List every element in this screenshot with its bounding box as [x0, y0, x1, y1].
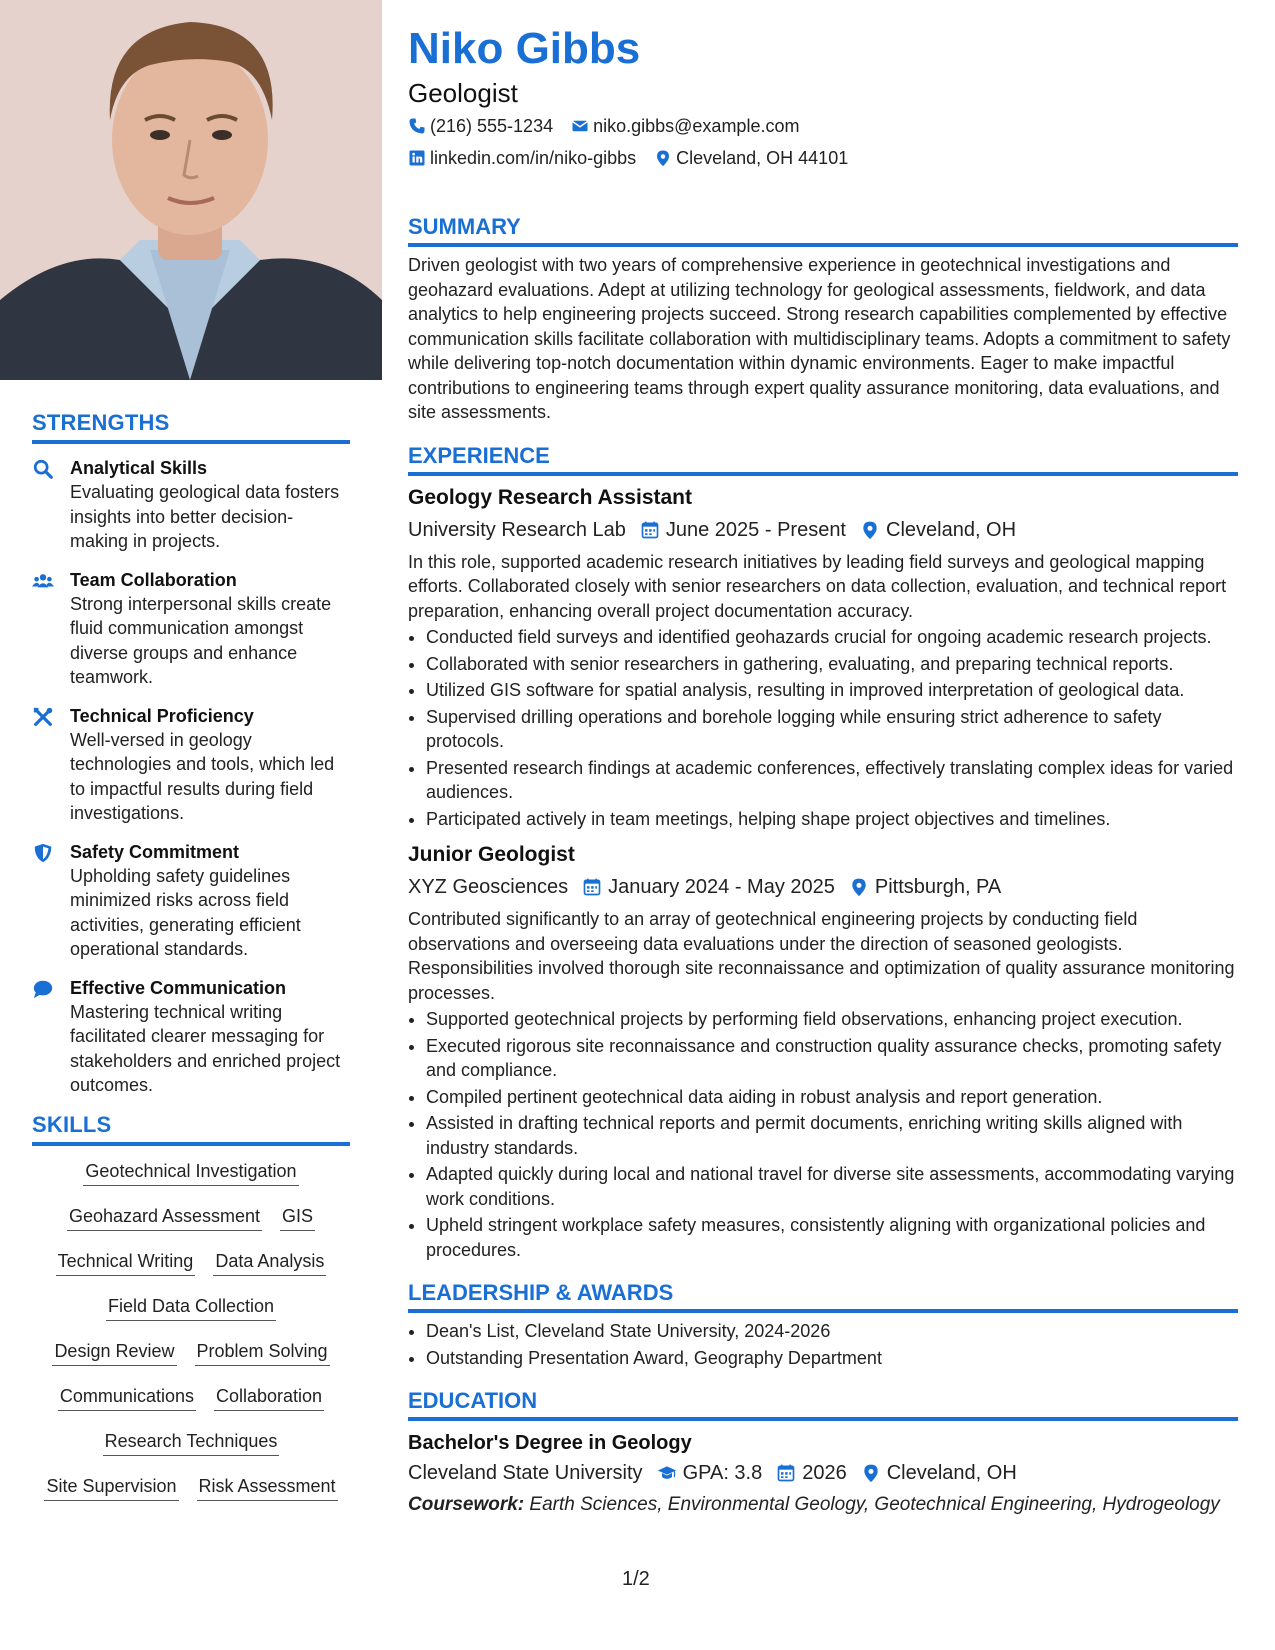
skills-row [32, 1205, 350, 1250]
tools-icon [32, 706, 54, 728]
skill-chip: Risk Assessment [197, 1475, 338, 1501]
location-pin-icon [654, 149, 672, 167]
strength-desc: Mastering technical writing facilitated clearer messaging for stakeholders and enriched project outcomes. [70, 1001, 341, 1095]
bullet-item: • Assisted in drafting technical reports and permit documents, enriching writing skills aligned with industry standards. [426, 1111, 1238, 1160]
job-entry [408, 841, 1238, 1262]
skills-row [32, 1340, 350, 1385]
strength-title: Analytical Skills [70, 458, 208, 478]
strength-item [32, 456, 350, 554]
bullet-item: • Collaborated with senior researchers in gathering, evaluating, and preparing technical reports. [426, 652, 1238, 677]
contact-row [408, 110, 1238, 142]
summary-text: Driven geologist with two years of comprehensive experience in geotechnical investigations and geohazard evaluations. Adept at utilizing technology for geological assessments, fieldwork, and data analytics to help engineering projects succeed. Strong research capabilities complemented by effective communication skills facilitate collaboration with multidisciplinary teams. Adopts a commitment to safety while delivering top-notch documentation within dynamic environments. Eager to make impactful contributions to engineering teams through expert quality assurance monitoring, data evaluations, and site assessments. [408, 255, 1231, 422]
skills-list [32, 1160, 350, 1520]
job-bullets [408, 1007, 1238, 1262]
year-wrap [776, 1457, 847, 1489]
skill-chip: Site Supervision [44, 1475, 178, 1501]
strengths-list [32, 456, 350, 1098]
experience-heading: EXPERIENCE [408, 443, 1238, 476]
strength-desc: Well-versed in geology technologies and tools, which led to impactful results during field investigations. [70, 729, 335, 823]
location-pin-icon [860, 520, 880, 540]
education-meta [408, 1457, 1238, 1489]
phone-icon [408, 117, 426, 135]
awards-list [408, 1319, 1238, 1370]
skill-chip: Geotechnical Investigation [83, 1160, 298, 1186]
bullet-item: • Upheld stringent workplace safety measures, consistently aligning with organizational policies and procedures. [426, 1213, 1238, 1262]
chat-icon [32, 978, 54, 1000]
skill-chip: GIS [280, 1205, 315, 1231]
location-pin-icon [861, 1463, 881, 1483]
email-text: niko.gibbs@example.com [593, 116, 800, 136]
linkedin-icon [408, 149, 426, 167]
education-section [408, 1388, 1238, 1517]
strength-desc: Evaluating geological data fosters insights into better decision-making in projects. [70, 482, 340, 551]
job-location-wrap [860, 514, 1016, 546]
strength-title: Effective Communication [70, 977, 287, 998]
skills-row [32, 1475, 350, 1520]
job-dates: January 2024 - May 2025 [608, 876, 835, 898]
job-bullets [408, 625, 1238, 831]
job-location-wrap [849, 871, 1001, 903]
candidate-title: Geologist [408, 78, 518, 108]
school-name: Cleveland State University [408, 1462, 643, 1484]
calendar-icon [640, 520, 660, 540]
skills-row [32, 1250, 350, 1295]
strength-title: Technical Proficiency [70, 705, 254, 726]
strengths-heading: STRENGTHS [32, 410, 350, 444]
graduation-cap-icon [657, 1463, 677, 1483]
job-title: Junior Geologist [408, 843, 575, 866]
bullet-item: • Participated actively in team meetings, helping shape project objectives and timelines. [426, 807, 1238, 832]
location-item [654, 142, 848, 174]
job-entry [408, 484, 1238, 832]
coursework [408, 1493, 1238, 1517]
skill-chip: Problem Solving [195, 1340, 330, 1366]
strength-desc: Upholding safety guidelines minimized risks across field activities, generating efficient operational standards. [70, 865, 301, 959]
summary-heading: SUMMARY [408, 214, 1238, 247]
coursework-label: Coursework: [408, 1494, 525, 1515]
job-dates: June 2025 - Present [665, 518, 846, 541]
location-pin-icon [849, 877, 869, 897]
degree-title: Bachelor's Degree in Geology [408, 1432, 692, 1454]
right-column [408, 22, 1238, 1517]
job-company: XYZ Geosciences [408, 876, 569, 898]
skills-row [32, 1430, 350, 1475]
bullet-item: • Utilized GIS software for spatial analysis, resulting in improved interpretation of geological data. [426, 678, 1238, 703]
awards-section [408, 1280, 1238, 1370]
bullet-item: • Supervised drilling operations and borehole logging while ensuring strict adherence to safety protocols. [426, 705, 1238, 754]
job-title: Geology Research Assistant [408, 485, 692, 509]
strength-item [32, 704, 350, 826]
portrait-illustration [0, 0, 382, 380]
job-location: Pittsburgh, PA [874, 876, 1002, 898]
job-dates-wrap [640, 514, 846, 546]
strength-item [32, 976, 350, 1098]
job-meta [408, 871, 1238, 903]
experience-section [408, 443, 1238, 1263]
calendar-icon [776, 1463, 796, 1483]
left-column [32, 410, 350, 1520]
award-item: • Outstanding Presentation Award, Geography Department [426, 1346, 1238, 1371]
email-item[interactable] [571, 110, 799, 142]
award-item: • Dean's List, Cleveland State University, 2024-2026 [426, 1319, 1238, 1344]
phone-text: (216) 555-1234 [430, 116, 554, 136]
skill-chip: Data Analysis [213, 1250, 326, 1276]
job-company: University Research Lab [408, 518, 626, 541]
skill-chip: Design Review [52, 1340, 176, 1366]
strength-title: Team Collaboration [70, 569, 237, 590]
skill-chip: Technical Writing [56, 1250, 196, 1276]
bullet-item: • Compiled pertinent geotechnical data aiding in robust analysis and report generation. [426, 1085, 1238, 1110]
strength-item [32, 568, 350, 690]
contact-row [408, 142, 1238, 174]
location-text: Cleveland, OH 44101 [676, 148, 849, 168]
gpa-wrap [657, 1457, 763, 1489]
skill-chip: Communications [58, 1385, 196, 1411]
bullet-item: • Adapted quickly during local and national travel for diverse site assessments, accommodating varying work conditions. [426, 1162, 1238, 1211]
phone-item[interactable] [408, 110, 553, 142]
linkedin-text: linkedin.com/in/niko-gibbs [430, 148, 637, 168]
profile-photo [0, 0, 382, 380]
job-description: Contributed significantly to an array of geotechnical engineering projects by conducting field observations and overseeing data evaluations under the direction of seasoned geologists. Responsibilities involved thorough site reconnaissance and optimization of quality assurance monitoring processes. [408, 909, 1235, 1003]
skill-chip: Collaboration [214, 1385, 324, 1411]
skills-row [32, 1295, 350, 1340]
job-meta [408, 514, 1238, 546]
strength-desc: Strong interpersonal skills create fluid communication amongst diverse groups and enhance teamwork. [70, 593, 332, 687]
email-icon [571, 117, 589, 135]
page-indicator: 1/2 [622, 1568, 650, 1590]
skills-heading: SKILLS [32, 1112, 350, 1146]
bullet-item: • Conducted field surveys and identified geohazards crucial for ongoing academic research projects. [426, 625, 1238, 650]
edu-location-wrap [861, 1457, 1017, 1489]
linkedin-item[interactable] [408, 142, 636, 174]
gpa-text: GPA: 3.8 [682, 1462, 763, 1484]
awards-heading: LEADERSHIP & AWARDS [408, 1280, 1238, 1313]
education-heading: EDUCATION [408, 1388, 1238, 1421]
skills-row [32, 1160, 350, 1205]
skill-chip: Geohazard Assessment [67, 1205, 262, 1231]
skill-chip: Field Data Collection [106, 1295, 276, 1321]
shield-icon [32, 842, 54, 864]
skills-row [32, 1385, 350, 1430]
search-icon [32, 458, 54, 480]
job-location: Cleveland, OH [886, 518, 1017, 541]
bullet-item: • Supported geotechnical projects by performing field observations, enhancing project execution. [426, 1007, 1238, 1032]
job-description: In this role, supported academic research initiatives by leading field surveys and geological mapping efforts. Collaborated closely with senior researchers on data collection, evaluation, and technical report preparation, enhancing overall project documentation accuracy. [408, 551, 1227, 621]
bullet-item: • Presented research findings at academic conferences, effectively translating complex ideas for varied audiences. [426, 756, 1238, 805]
summary-section [408, 214, 1238, 425]
candidate-name: Niko Gibbs [408, 24, 641, 73]
job-dates-wrap [582, 871, 835, 903]
coursework-text: Earth Sciences, Environmental Geology, Geotechnical Engineering, Hydrogeology [529, 1494, 1220, 1515]
bullet-item: • Executed rigorous site reconnaissance and construction quality assurance checks, promoting safety and compliance. [426, 1034, 1238, 1083]
calendar-icon [582, 877, 602, 897]
grad-year: 2026 [802, 1462, 847, 1484]
skill-chip: Research Techniques [103, 1430, 280, 1456]
edu-location: Cleveland, OH [886, 1462, 1017, 1484]
strength-item [32, 840, 350, 962]
users-icon [32, 570, 54, 592]
strength-title: Safety Commitment [70, 841, 240, 862]
